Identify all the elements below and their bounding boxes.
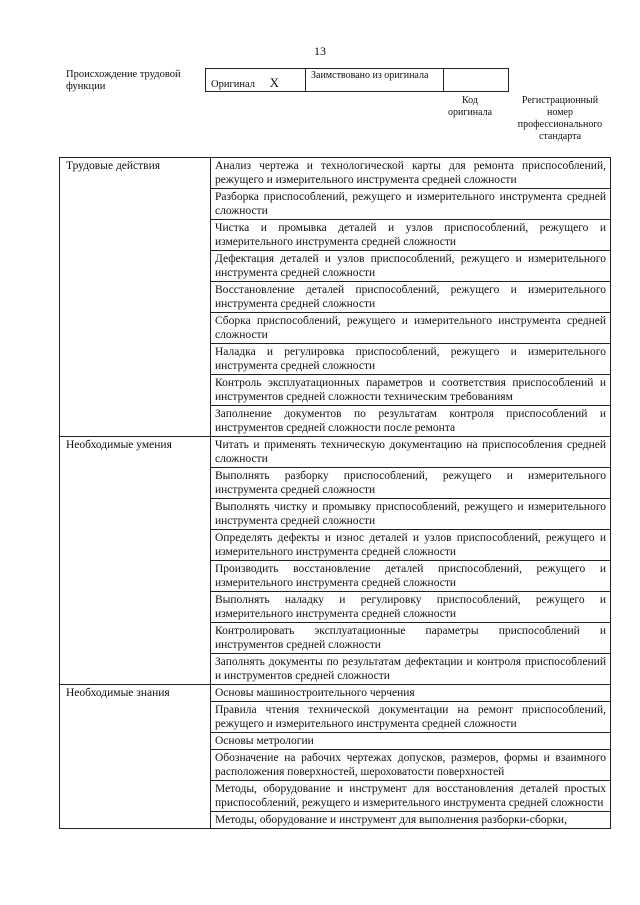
- section-item: Производить восстановление деталей приспособлений, режущего и измерительного инструмента средней сложности: [211, 561, 611, 592]
- section-item: Заполнять документы по результатам дефектации и контроля приспособлений и инструментов средней сложности: [211, 654, 611, 685]
- section-item: Сборка приспособлений, режущего и измерительного инструмента средней сложности: [211, 313, 611, 344]
- section-item: Основы машиностроительного черчения: [211, 685, 611, 702]
- page-number: 13: [314, 44, 326, 58]
- section-item: Дефектация деталей и узлов приспособлений, режущего и измерительного инструмента средней сложности: [211, 251, 611, 282]
- table-row: [60, 158, 611, 189]
- section-item: Читать и применять техническую документацию на приспособления средней сложности: [211, 437, 611, 468]
- section-item: Наладка и регулировка приспособлений, режущего и измерительного инструмента средней сложности: [211, 344, 611, 375]
- section-item: Основы метрологии: [211, 733, 611, 750]
- section-item: Чистка и промывка деталей и узлов приспособлений, режущего и измерительного инструмента средней сложности: [211, 220, 611, 251]
- section-item: Обозначение на рабочих чертежах допусков, размеров, формы и взаимного расположения поверхностей, шероховатости поверхностей: [211, 750, 611, 781]
- section-item: Заполнение документов по результатам контроля приспособлений и инструментов средней сложности после ремонта: [211, 406, 611, 437]
- section-title: Необходимые умения: [60, 437, 211, 685]
- table-row: [60, 437, 611, 468]
- registration-number-label: Регистрационный номер профессионального стандарта: [517, 95, 603, 142]
- section-item: Определять дефекты и износ деталей и узлов приспособлений, режущего и измерительного инструмента средней сложности: [211, 530, 611, 561]
- original-cell: [206, 69, 306, 91]
- section-title: Необходимые знания: [60, 685, 211, 829]
- labor-function-table: [59, 157, 611, 829]
- section-item: Правила чтения технической документации на ремонт приспособлений, режущего и измерительного инструмента средней сложности: [211, 702, 611, 733]
- origin-table: [205, 68, 509, 92]
- section-item: Восстановление деталей приспособлений, режущего и измерительного инструмента средней сложности: [211, 282, 611, 313]
- section-item: Анализ чертежа и технологической карты для ремонта приспособлений, режущего и измерительного инструмента средней сложности: [211, 158, 611, 189]
- section-item: Выполнять чистку и промывку приспособлений, режущего и измерительного инструмента средней сложности: [211, 499, 611, 530]
- section-item: Контроль эксплуатационных параметров и соответствия приспособлений и инструментов средней сложности техническим требованиям: [211, 375, 611, 406]
- code-label: Код оригинала: [448, 95, 493, 118]
- origin-label: Происхождение трудовой функции: [66, 69, 181, 92]
- table-row: [60, 685, 611, 702]
- section-item: Контролировать эксплуатационные параметры приспособлений и инструментов средней сложности: [211, 623, 611, 654]
- code-cell: [444, 69, 510, 91]
- section-item: Методы, оборудование и инструмент для выполнения разборки-сборки,: [211, 812, 611, 829]
- section-item: Разборка приспособлений, режущего и измерительного инструмента средней сложности: [211, 189, 611, 220]
- section-title: Трудовые действия: [60, 158, 211, 437]
- borrowed-label: Заимствовано из оригинала: [306, 69, 444, 91]
- original-label: Оригинал: [211, 79, 255, 90]
- section-item: Выполнять наладку и регулировку приспособлений, режущего и измерительного инструмента средней сложности: [211, 592, 611, 623]
- section-item: Выполнять разборку приспособлений, режущего и измерительного инструмента средней сложности: [211, 468, 611, 499]
- original-mark: X: [269, 75, 280, 90]
- table-body: [60, 158, 611, 829]
- section-item: Методы, оборудование и инструмент для восстановления деталей простых приспособлений, режущего и измерительного инструмента средней сложности: [211, 781, 611, 812]
